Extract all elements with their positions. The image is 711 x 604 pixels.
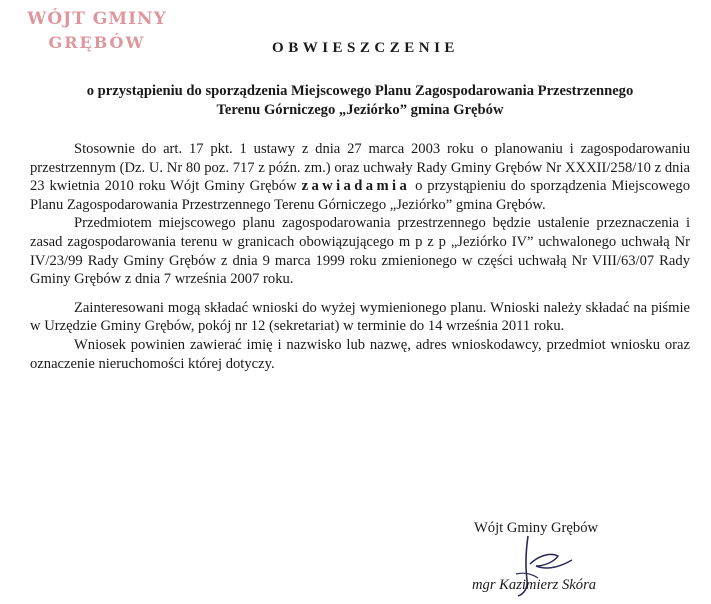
paragraph-1-rest: o przystąpieniu do sporządzenia Miejscowego Planu Zagospodarowania Przestrzennego Terenu Górniczego „Jeziórko” gmina Grębów.: [30, 178, 690, 213]
paragraph-1: [30, 140, 690, 214]
subtitle-line-2: Terenu Górniczego „Jeziórko” gmina Grębów: [216, 102, 504, 118]
paragraph-2: Przedmiotem miejscowego planu zagospodarowania przestrzennego będzie ustalenie przeznaczenia i zasad zagospodarowania terenu w granicach obowiązującego m p z p „Jeziórko IV” uchwalonego uchwałą Nr IV/23/99 Rady Gminy Grębów z dnia 9 marca 1999 roku zmienionego w części uchwałą Nr VIII/63/07 Rady Gminy Grębów z dnia 7 września 2007 roku.: [30, 215, 690, 288]
paragraph-4: Wniosek powinien zawierać imię i nazwisko lub nazwę, adres wnioskodawcy, przedmiot wniosku oraz oznaczenie nieruchomości której dotyczy.: [30, 336, 690, 372]
paragraph-3: Zainteresowani mogą składać wnioski do wyżej wymienionego planu. Wnioski należy składać na piśmie w Urzędzie Gminy Grębów, pokój nr 12 (sekretariat) w terminie do 14 września 2011 roku.: [30, 299, 690, 335]
document-subtitle: [30, 82, 690, 120]
stamp-line-1: WÓJT GMINY: [27, 9, 167, 29]
subtitle-line-1: o przystąpieniu do sporządzenia Miejscowego Planu Zagospodarowania Przestrzennego: [86, 83, 634, 99]
signatory-name: mgr Kazimierz Skóra: [472, 577, 597, 593]
document-title: OBWIESZCZENIE: [272, 40, 459, 56]
paragraph-1-intro: Stosownie do art. 17 pkt. 1 ustawy z dnia 27 marca 2003 roku o planowaniu i zagospodarowaniu przestrzennym (Dz. U. Nr 80 poz. 717 z późn. zm.) oraz uchwały Rady Gminy Grębów Nr XXXII/258/10 z dnia 23 kwietnia 2010 roku Wójt Gminy Grębów: [30, 141, 690, 195]
stamp-line-2: GRĘBÓW: [48, 33, 146, 52]
signatory-title: Wójt Gminy Grębów: [474, 520, 599, 536]
document-body: [30, 140, 690, 373]
notice-keyword: zawiadamia: [301, 178, 411, 195]
